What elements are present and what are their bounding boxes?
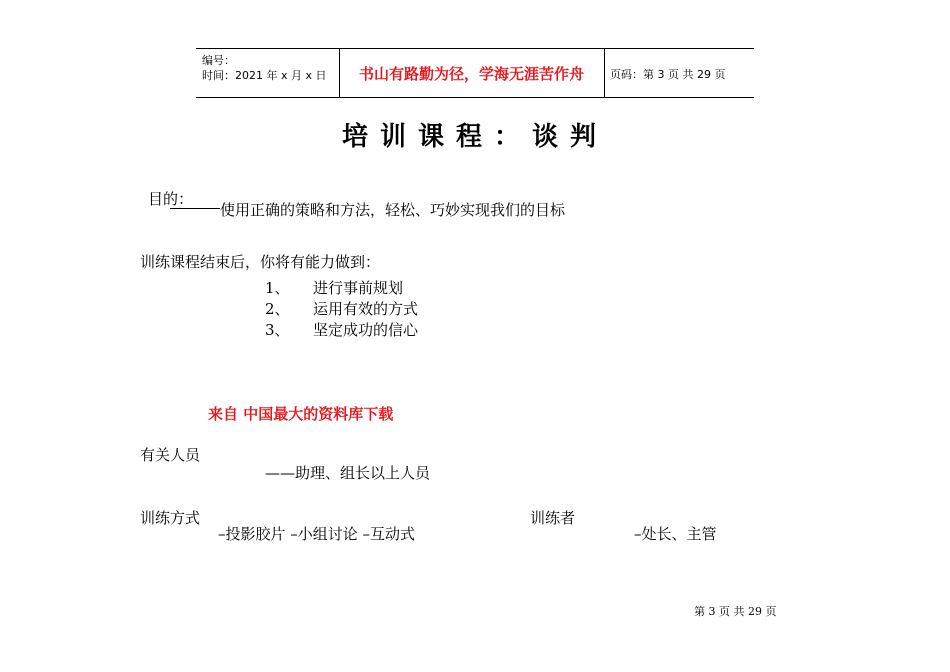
- list-item: [265, 299, 418, 320]
- list-number: 2、: [265, 300, 290, 318]
- page-header: [196, 48, 754, 98]
- header-meta: [202, 53, 327, 83]
- header-motto: 书山有路勤为径，学海无涯苦作舟: [358, 64, 584, 83]
- trainer-label: 训练者: [530, 509, 576, 527]
- method-value: –投影胶片 –小组讨论 –互动式: [218, 525, 416, 543]
- page-title: 培训课程：谈判: [341, 122, 608, 152]
- header-divider: [604, 49, 605, 97]
- list-text: 进行事前规划: [313, 279, 404, 297]
- list-text: 坚定成功的信心: [313, 321, 419, 339]
- time-label: 时间：2021 年 x 月 x 日: [202, 69, 327, 82]
- purpose-text: 使用正确的策略和方法，轻松、巧妙实现我们的目标: [220, 201, 566, 219]
- purpose-line: [170, 199, 565, 220]
- participants-value: ——助理、组长以上人员: [265, 464, 431, 482]
- purpose-underline: [170, 208, 220, 209]
- header-page-info: 页码：第 3 页 共 29 页: [610, 68, 726, 81]
- list-item: [265, 320, 418, 341]
- serial-label: 编号：: [202, 54, 235, 67]
- outcome-intro: 训练课程结束后，你将有能力做到：: [140, 253, 381, 271]
- source-line: 来自 中国最大的资料库下载: [208, 405, 394, 423]
- list-number: 1、: [265, 279, 290, 297]
- list-text: 运用有效的方式: [313, 300, 419, 318]
- list-item: [265, 278, 418, 299]
- purpose-label: 目的：: [148, 190, 194, 208]
- outcome-list: [265, 278, 418, 341]
- participants-label: 有关人员: [140, 446, 201, 464]
- trainer-value: –处长、主管: [634, 525, 717, 543]
- page-footer: 第 3 页 共 29 页: [694, 605, 777, 618]
- list-number: 3、: [265, 321, 290, 339]
- method-label: 训练方式: [140, 509, 201, 527]
